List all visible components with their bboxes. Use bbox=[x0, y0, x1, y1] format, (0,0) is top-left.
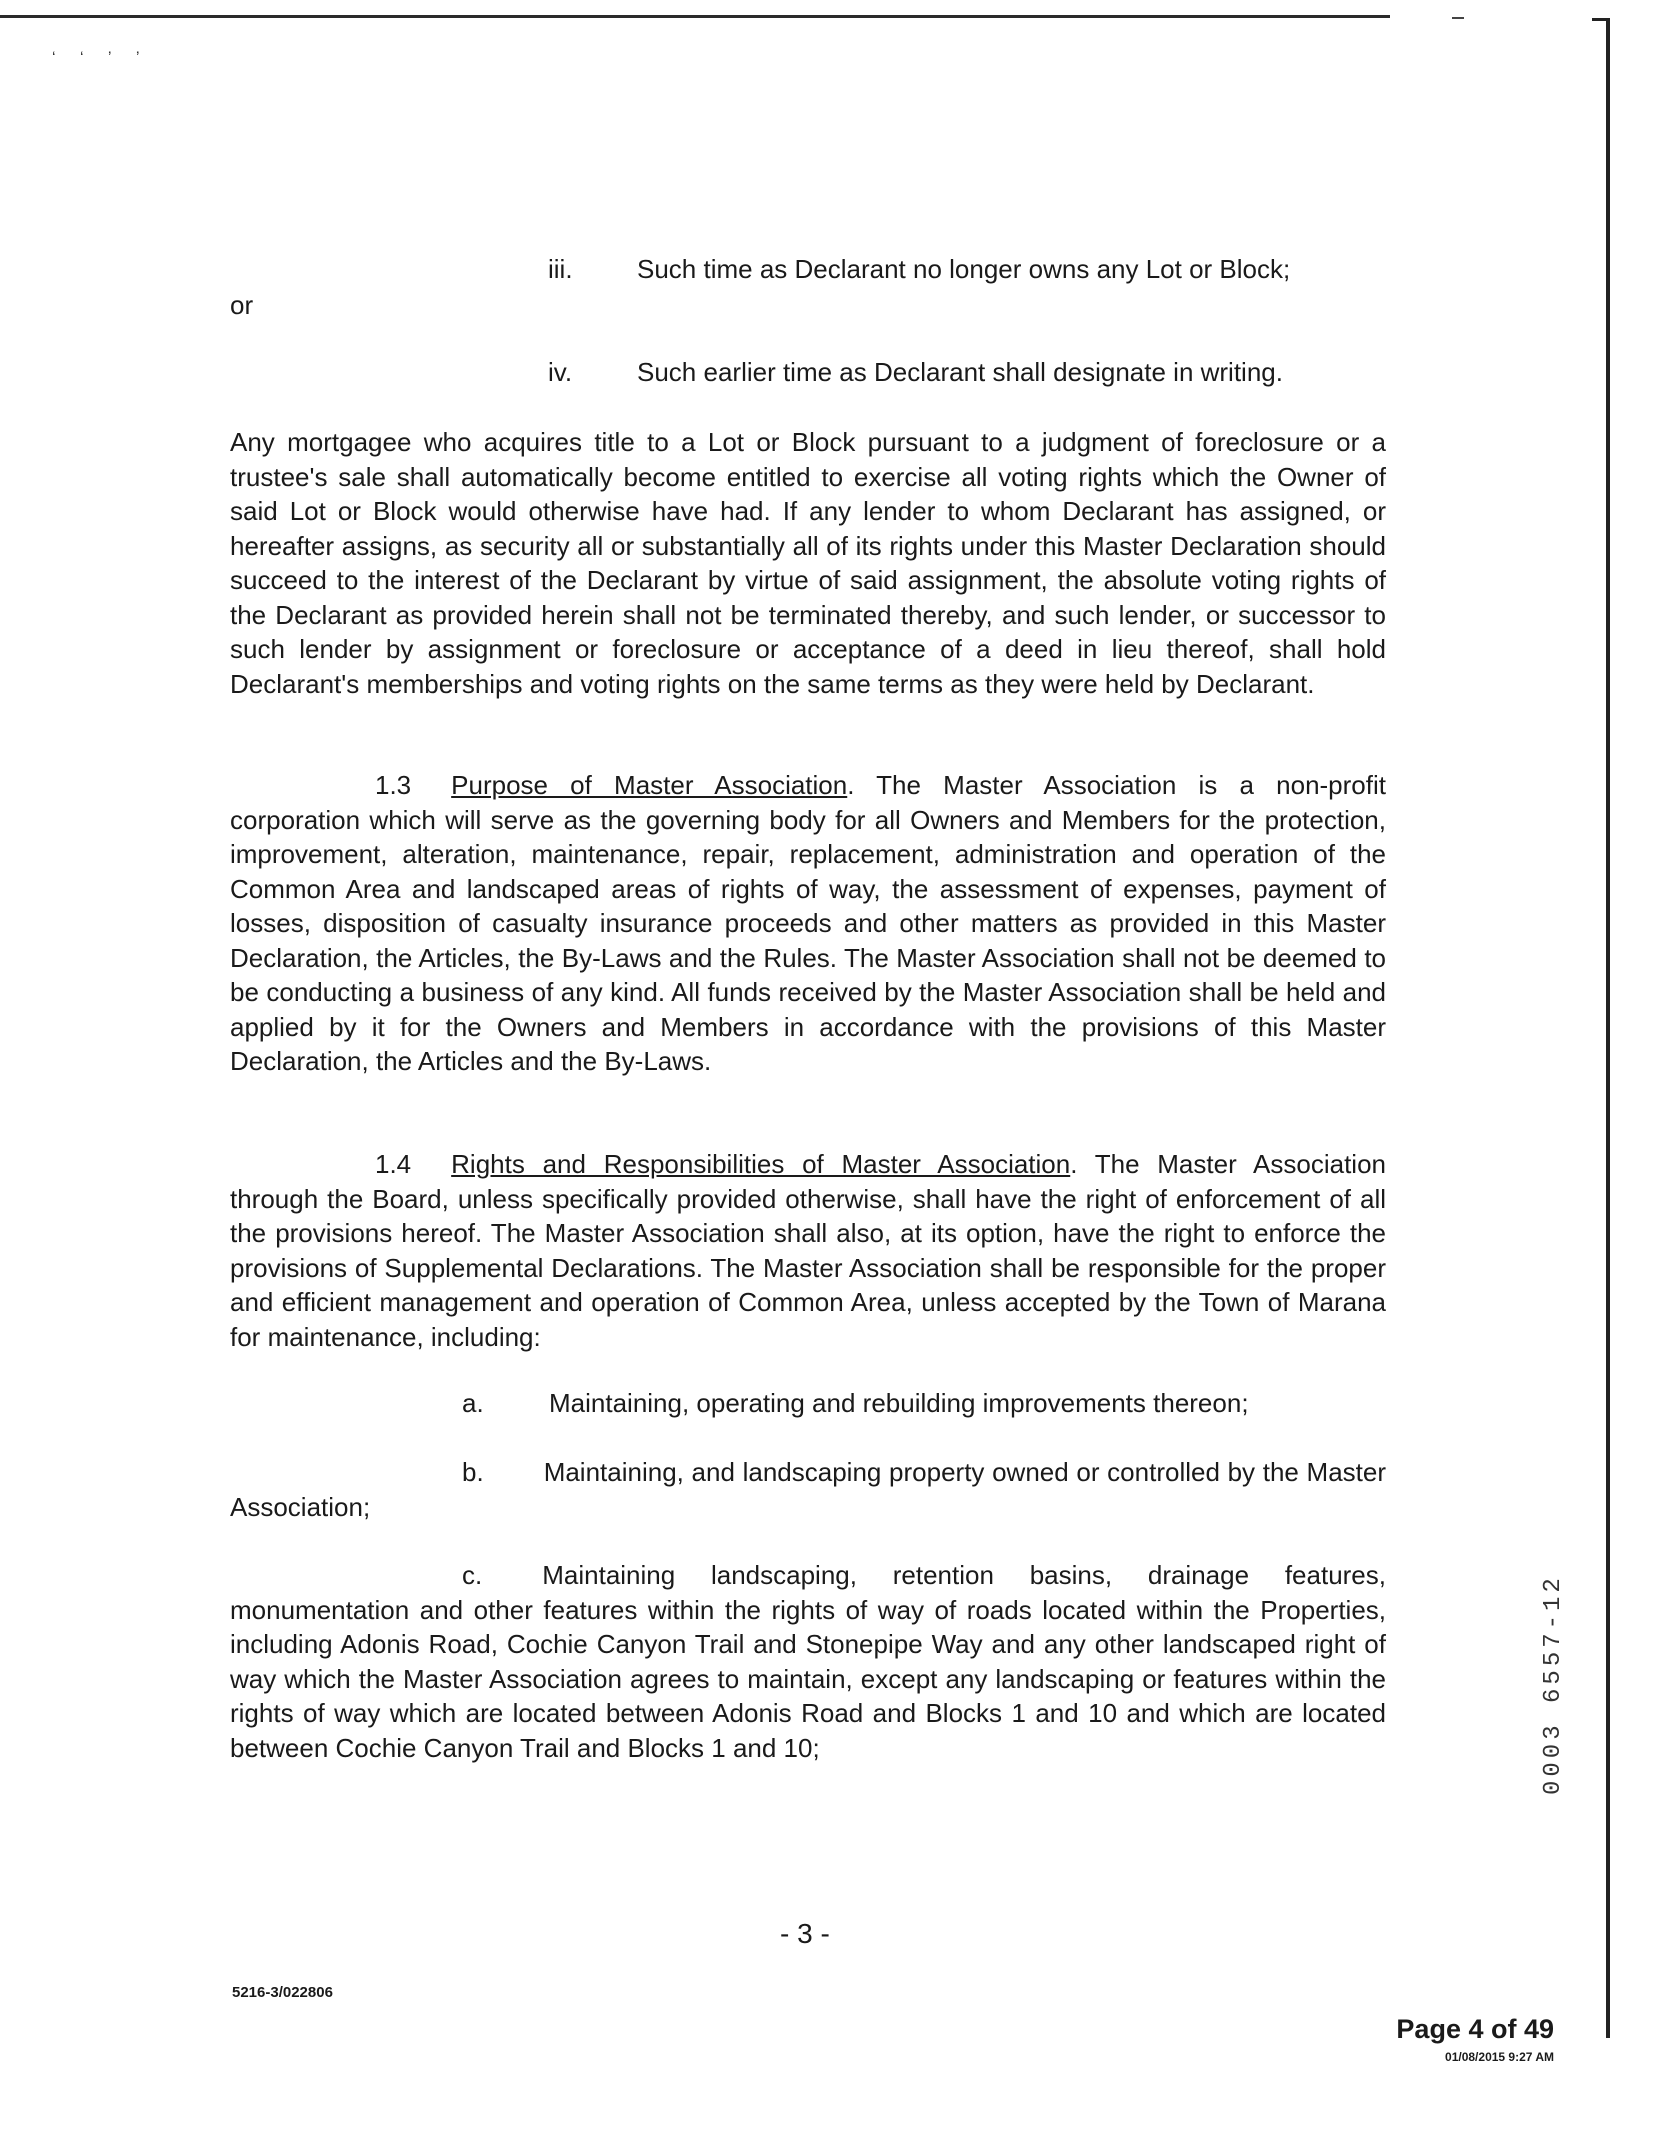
document-code: 5216-3/022806 bbox=[232, 1984, 333, 2001]
section-heading: Purpose of Master Association bbox=[451, 770, 848, 800]
list-item-label: a. bbox=[462, 1388, 484, 1418]
right-margin-bar bbox=[1606, 18, 1610, 2038]
section-body: . The Master Association through the Board, unless specifically provided otherwise, shall have the right of enforcement of all the provisions hereof. The Master Association shall also, at its option, have the right to enforce the provisions of Supplemental Declarations. The Master Association shall be responsible for the proper and efficient management and operation of Common Area, unless accepted by the Town of Marana for maintenance, including: bbox=[230, 1149, 1386, 1352]
list-item-text: Maintaining, and landscaping property owned or controlled by the Master Association; bbox=[230, 1457, 1386, 1522]
or-text: or bbox=[230, 290, 254, 320]
section-1-3 bbox=[230, 768, 1386, 1079]
list-item-label: b. bbox=[462, 1457, 484, 1487]
page-number: - 3 - bbox=[780, 1918, 830, 1949]
right-margin-bar-cap bbox=[1592, 18, 1608, 21]
list-item-label: iii. bbox=[548, 254, 573, 284]
list-item-label: iv. bbox=[548, 357, 573, 387]
section-heading: Rights and Responsibilities of Master Association bbox=[451, 1149, 1071, 1179]
list-item-text: Such time as Declarant no longer owns any Lot or Block; bbox=[637, 254, 1291, 284]
top-scan-mark bbox=[1452, 17, 1464, 19]
list-item-iii bbox=[548, 252, 1291, 286]
top-scan-rule bbox=[0, 15, 1390, 18]
section-number: 1.3 bbox=[375, 770, 412, 800]
page-of-count: Page 4 of 49 bbox=[1396, 2014, 1554, 2044]
list-item-c bbox=[230, 1558, 1386, 1765]
print-timestamp: 01/08/2015 9:27 AM bbox=[1445, 2050, 1554, 2064]
section-1-4 bbox=[230, 1147, 1386, 1354]
list-item-b bbox=[230, 1455, 1386, 1524]
section-body: . The Master Association is a non-profit corporation which will serve as the governing body for all Owners and Members for the protection, improvement, alteration, maintenance, repair, replacement, administration and operation of the Common Area and landscaped areas of rights of way, the assessment of expenses, payment of losses, disposition of casualty insurance proceeds and other matters as provided in this Master Declaration, the Articles, the By-Laws and the Rules. The Master Association shall not be deemed to be conducting a business of any kind. All funds received by the Master Association shall be held and applied by it for the Owners and Members in accordance with the provisions of this Master Declaration, the Articles and the By-Laws. bbox=[230, 770, 1386, 1076]
list-item-a bbox=[462, 1386, 1249, 1420]
list-item-label: c. bbox=[462, 1560, 483, 1590]
paragraph-mortgagee: Any mortgagee who acquires title to a Lot or Block pursuant to a judgment of foreclosure or a trustee's sale shall automatically become entitled to exercise all voting rights which the Owner of said Lot or Block would otherwise have had. If any lender to whom Declarant has assigned, or hereafter assigns, as security all or substantially all of its rights under this Master Declaration should succeed to the interest of the Declarant by virtue of said assignment, the absolute voting rights of the Declarant as provided herein shall not be terminated thereby, and such lender, or successor to such lender by assignment or foreclosure or acceptance of a deed in lieu thereof, shall hold Declarant's memberships and voting rights on the same terms as they were held by Declarant. bbox=[230, 427, 1386, 699]
recording-number: 0003 6557-12 bbox=[1540, 1574, 1567, 1795]
section-number: 1.4 bbox=[375, 1149, 412, 1179]
list-item-iv bbox=[548, 355, 1283, 389]
list-item-text: Such earlier time as Declarant shall designate in writing. bbox=[637, 357, 1283, 387]
scan-specks: ʻ ʻ ʼ ʼ bbox=[52, 50, 150, 67]
list-item-text: Maintaining landscaping, retention basins, drainage features, monumentation and other features within the rights of way of roads located within the Properties, including Adonis Road, Cochie Canyon Trail and Stonepipe Way and any other landscaped right of way which the Master Association agrees to maintain, except any landscaping or features within the rights of way which are located between Adonis Road and Blocks 1 and 10 and which are located between Cochie Canyon Trail and Blocks 1 and 10; bbox=[230, 1560, 1386, 1763]
list-item-text: Maintaining, operating and rebuilding improvements thereon; bbox=[549, 1388, 1249, 1418]
